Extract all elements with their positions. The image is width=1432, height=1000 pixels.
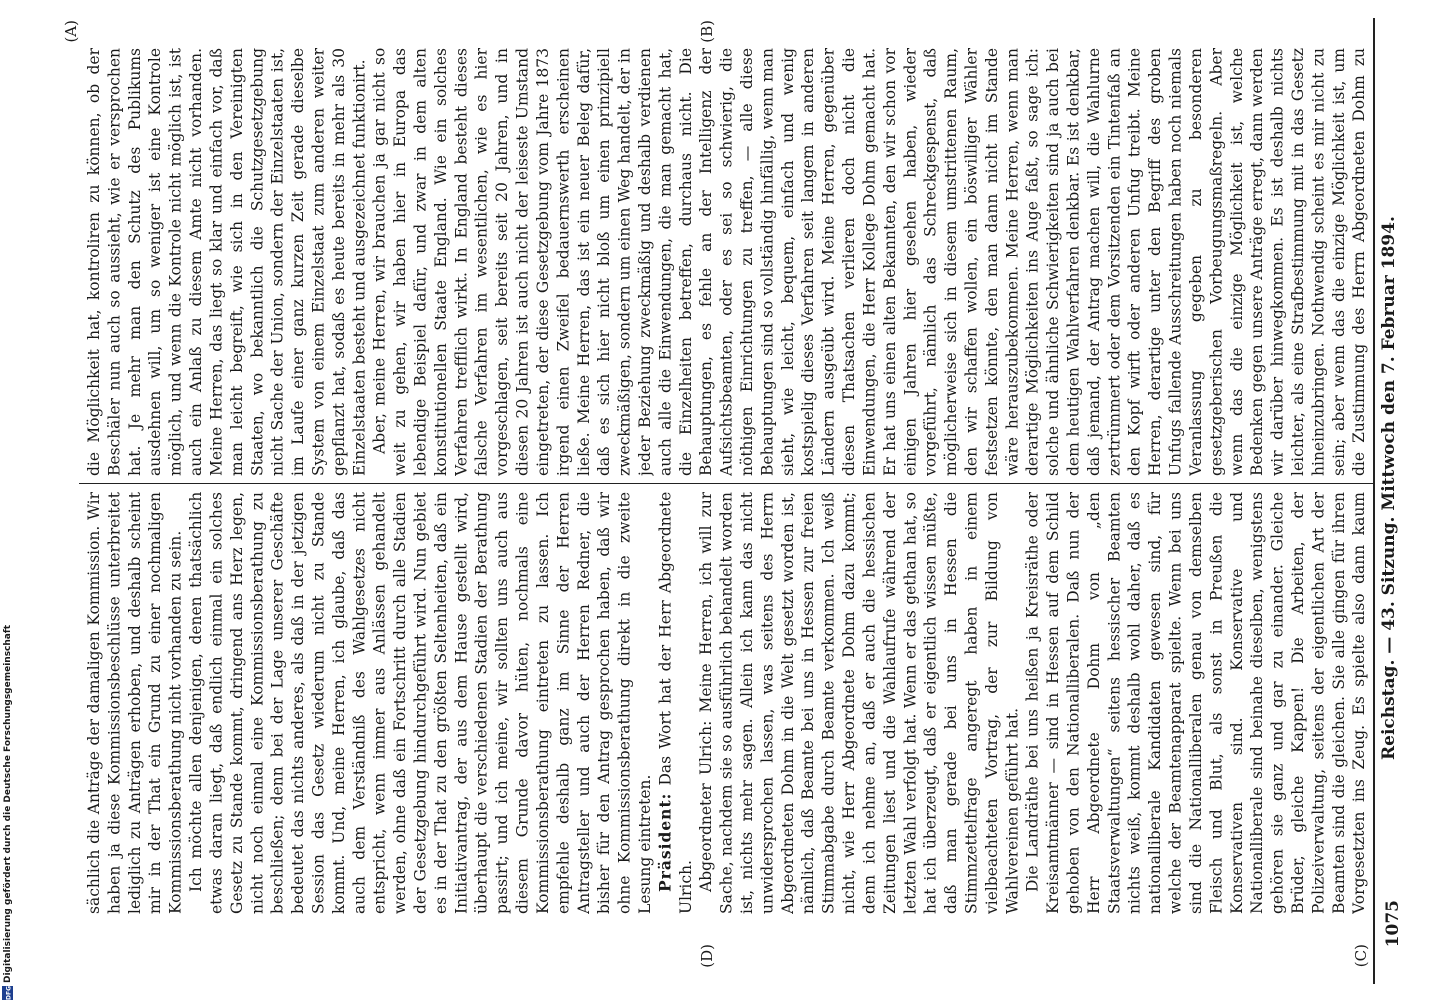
paragraph: Ich möchte allen denjenigen, denen thatsächlich etwas daran liegt, daß endlich einmal ein solches Gesetz zu Stande kommt, dringend ans Herz legen, nicht noch einmal eine Kommissionsberathung zu beschließen; denn bei der Lage unserer Geschäfte bedeutet das nichts anderes, als daß in der jetzigen Session das Gesetz wiederum nicht zu Stande kommt. Und, meine Herren, ich glaube, daß das auch dem Verständniß des Wahlgesetzes nicht entspricht, wenn immer aus Anlässen gehandelt werden, ohne daß ein Fortschritt durch alle Stadien der Gesetzgebung hindurchgeführt wird. Nun gebiet es in der That zu den größten Seltenheiten, daß ein Initiativantrag, der aus dem Hause gestellt wird, überhaupt die verschiedenen Stadien der Berathung passirt; und ich meine, wir sollten uns auch aus diesem Grunde davor hüten, nochmals eine Kommissionsberathung eintreten zu lassen. Ich empfehle deshalb ganz im Sinne der Herren Antragsteller und auch der Herren Redner, die bisher für den Antrag gesprochen haben, daß wir ohne Kommissionsberathung direkt in die zweite Lesung eintreten. xyxy=(187,492,654,914)
left-column xyxy=(84,48,1368,476)
right-column xyxy=(84,492,1368,914)
margin-letter-b: (B) xyxy=(698,20,716,43)
digitization-footer xyxy=(2,598,14,1000)
paragraph: Die Landräthe bei uns heißen ja Kreisräthe oder Kreisamtmänner — sind in Hessen auf dem Schild gehoben von den Nationalliberalen. Daß nun der Herr Abgeordnete Dohm von „den Staatsverwaltungen“ seitens hessischer Beamten nichts weiß, kommt deshalb wohl daher, daß es nationalliberale Kandidaten gewesen sind, für welche der Beamtenapparat spielte. Wenn bei uns sind die Nationalliberalen genau von demselben Fleisch und Blut, als sonst in Preußen die Konservativen sind. Konservative und Nationalliberale sind beinahe dieselben, wenigstens gehören sie ganz und gar zu einander. Gleiche Brüder, gleiche Kappen! Die Arbeiten, der Polizeiverwaltung, seitens der eigentlichen Art der Beamten sind die gleichen. Sie alle gingen für ihren Vorgesetzten ins Zeug. Es spielte also dann kaum xyxy=(1023,492,1368,914)
dfg-logo: DFG xyxy=(3,986,14,1000)
page-number: 1075 xyxy=(1383,900,1403,948)
paragraph: die Möglichkeit hat, kontroliren zu können, ob der Beschäler nun auch so aussieht, wie er versprochen hat. Je mehr man den Schutz des Publikums ausdehnen will, um so weniger ist eine Kontrole möglich, und wenn die Kontrole nicht möglich ist, ist auch ein Anlaß zu diesem Amte nicht vorhanden. Meine Herren, das liegt so klar und einfach vor, daß man leicht begreift, wie sich in den Vereinigten Staaten, wo bekanntlich die Schutzgesetzgebung nicht Sache der Union, sondern der Einzelstaaten ist, im Laufe einer ganz kurzen Zeit gerade dieselbe System von einem Einzelstaat zum anderen weiter gepflanzt hat, sodaß es heute bereits in mehr als 30 Einzelstaaten besteht und ausgezeichnet funktionirt. xyxy=(85,48,369,476)
paragraph: Abgeordneter Ulrich: Meine Herren, ich will zur Sache, nachdem sie so ausführlich behandelt worden ist, nichts mehr sagen. Allein ich kann das nicht unwidersprochen lassen, was seitens des Herrn Abgeordneten Dohm in die Welt gesetzt worden ist, nämlich, daß Beamte bei uns in Hessen zur freien Stimmabgabe durch Beamte verkommen. Ich weiß nicht, wie Herr Abgeordnete Dohm dazu kommt; denn ich nehme an, daß er auch die hessischen Zeitungen liest und die Wahlaufrufe während der letzten Wahl verfolgt hat. Wenn er das gethan hat, so hat ich überzeugt, daß er eigentlich wissen müßte, daß man gerade bei uns in Hessen die Stimmzettelfrage angeregt haben in einem vielbeachteten Vortrag, der zur Bildung von Wahlvereinen geführt hat. xyxy=(697,492,1022,914)
header-title: Reichstag. — 43. Sitzung. Mittwoch den 7. Februar 1894. xyxy=(1379,216,1399,760)
page-header xyxy=(1379,216,1399,760)
speaker-label: Präsident: xyxy=(655,792,675,893)
column-divider-line xyxy=(79,483,1373,484)
margin-letter-a: (A) xyxy=(62,20,80,43)
speaker-text: Das Wort hat der Herr Abgeordnete Ulrich. xyxy=(656,492,695,914)
margin-letter-d: (D) xyxy=(698,944,716,968)
footer-text: Digitalisierung gefördert durch die Deutsche Forschungsgemeinschaft xyxy=(3,624,13,983)
paragraph: Aber, meine Herren, wir brauchen ja gar nicht so weit zu gehen, wir haben hier in Europa das lebendige Beispiel dafür, und zwar in dem alten konstitutionellen Staate England. Wie ein solches Verfahren trefflich wirkt. In England besteht dieses falsche Verfahren im wesentlichen, wie es hier vorgeschlagen, seit bereits seit 20 Jahren, und in diesen 20 Jahren ist auch nicht der leiseste Umstand eingetreten, der diese Gesetzgebung vom Jahre 1873 irgend einen Zweifel bedauernswerth erscheinen ließe. Meine Herren, das ist ein neuer Beleg dafür, daß es sich hier nicht bloß um einen prinzipiell zweckmäßigen, sondern um einen Weg handelt, der in jeder Beziehung zweckmäßig und deshalb verdienen auch alle die Einwendungen, die man gemacht hat, die Einzelheiten betreffen, durchaus nicht. Die Behauptungen, es fehle an der Intelligenz der Aufsichtsbeamten, oder es sei so schwierig, die nöthigen Einrichtungen zu treffen, — alle diese Behauptungen sind so vollständig hinfällig, wenn man sieht, wie leicht, bequem, einfach und wenig kostspielig dieses Verfahren seit langem in anderen Ländern ausgeübt wird. Meine Herren, gegenüber diesen Thatsachen verlieren doch nicht die Einwendungen, die Herr Kollege Dohm gemacht hat. Er hat uns einen alten Bekannten, den wir schon vor einigen Jahren hier gesehen haben, wieder vorgeführt, nämlich das Schreckgespenst, daß möglicherweise sich in diesem umstrittenen Raum, den wir schaffen wollen, ein böswilliger Wähler festsetzen könnte, den man dann nicht im Stande wäre herauszubekommen. Meine Herren, wenn man derartige Möglichkeiten ins Auge faßt, so sage ich: solche und ähnliche Schwierigkeiten sind ja auch bei dem heutigen Wahlverfahren denkbar. Es ist denkbar, daß jemand, der Antrag machen will, die Wahlurne zertrümmert oder dem Vorsitzenden ein Tintenfaß an den Kopf wirft oder anderen Unfug treibt. Meine Herren, derartige unter den Begriff des groben Unfugs fallende Ausschreitungen haben noch niemals Veranlassung gegeben zu besonderen gesetzgeberischen Vorbeugungsmaßregeln. Aber wenn das die einzige Möglichkeit ist, welche Bedenken gegen unsere Anträge erregt, dann werden wir darüber hinwegkommen. Es ist deshalb nichts leichter, als eine Strafbestimmung mit in das Gesetz hineinzubringen. Nothwendig scheint es mir nicht zu sein; aber wenn das die einzige Möglichkeit ist, um die Zustimmung des Herrn Abgeordneten Dohm zu xyxy=(370,48,1368,476)
paragraph: sächlich die Anträge der damaligen Kommission. Wir haben ja diese Kommissionsbeschlüsse unterbreitet lediglich zu Anträgen erhoben, und deshalb scheint mir in der That ein Grund zu einer nochmaligen Kommissionsberathung nicht vorhanden zu sein. xyxy=(85,492,185,914)
header-rule xyxy=(1373,18,1375,984)
margin-letter-c: (C) xyxy=(1352,944,1370,968)
speaker-line xyxy=(655,492,696,914)
